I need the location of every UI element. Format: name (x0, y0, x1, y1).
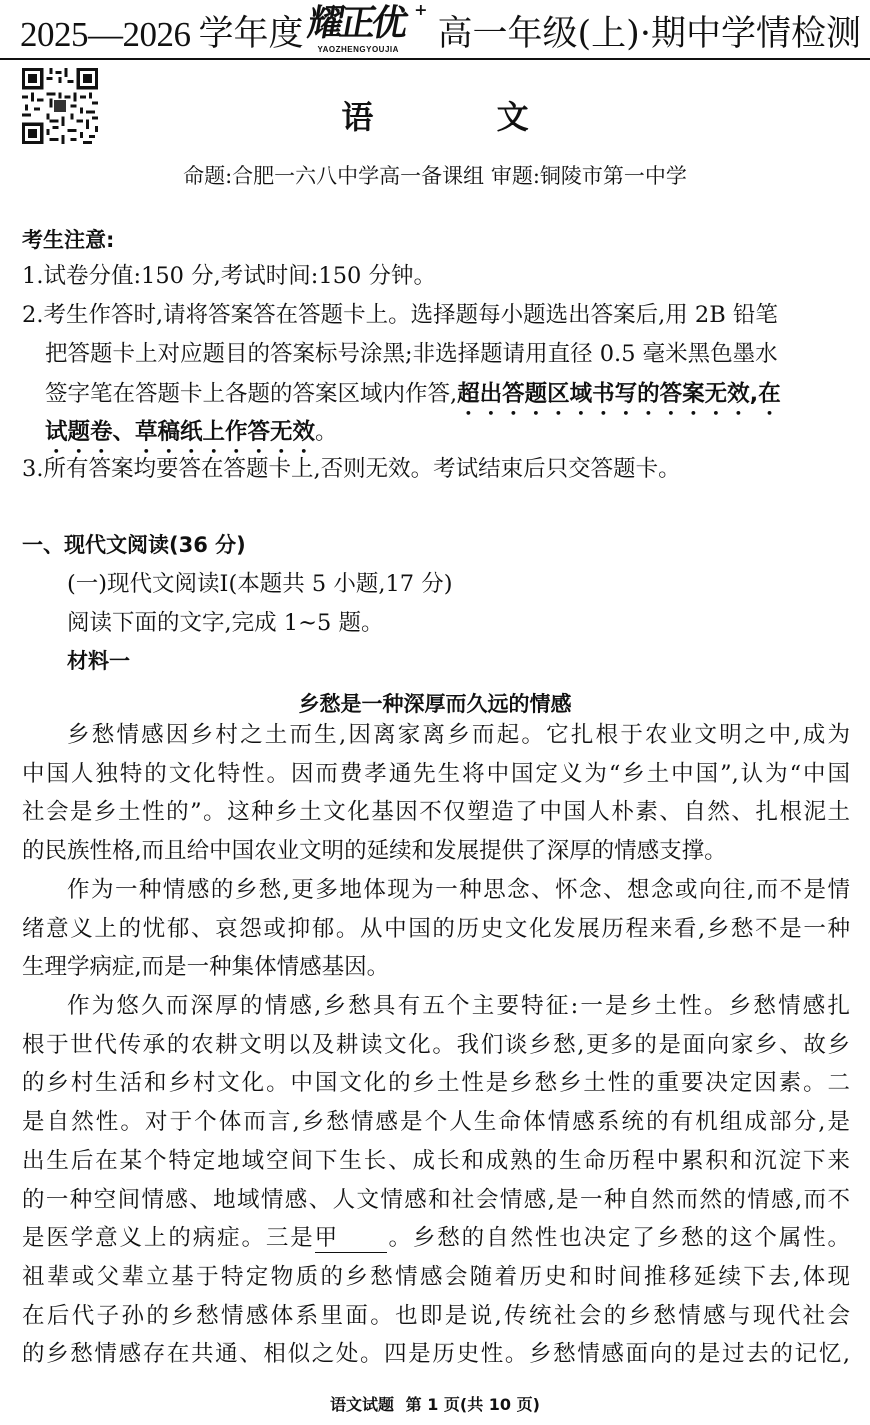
text-line: 生理学病症,而是一种集体情感基因。 (22, 954, 390, 981)
notice-emphasis-text: 试题卷、草稿纸上作答无效 (45, 419, 316, 445)
school-year: 2025—2026 (20, 15, 191, 54)
text-line: 的民族性格,而且给中国农业文明的延续和发展提供了深厚的情感支撑。 (22, 838, 727, 865)
article-paragraph (22, 871, 850, 987)
text-segment: 。乡愁的自然性也决定了乡愁的这个属性。 (386, 1225, 850, 1252)
text-line: 的乡愁情感存在共通、相似之处。四是历史性。乡愁情感面向的是过去的记忆, (22, 1341, 850, 1368)
article-title: 乡愁是一种深厚而久远的情感 (298, 692, 572, 716)
notice-plain-text: 。 (315, 419, 338, 445)
material-label: 材料一 (67, 649, 130, 673)
subsection-title: (一)现代文阅读Ⅰ(本题共 5 小题,17 分) (67, 571, 453, 597)
exam-header (0, 2, 870, 52)
exam-name: 高一年级(上)·期中学情检测 (437, 14, 861, 54)
text-line: 根于世代传承的农耕文明以及耕读文化。我们谈乡愁,更多的是面向家乡、故乡 (22, 1031, 850, 1058)
brand-logo-plus: + (414, 0, 428, 19)
text-line: 祖辈或父辈立基于特定物质的乡愁情感会随着历史和时间推移延续下去,体现 (22, 1263, 850, 1290)
footer-subject: 语文试题 (330, 1395, 395, 1414)
reading-instruction: 阅读下面的文字,完成 1~5 题。 (67, 610, 384, 636)
exam-credits: 命题:合肥一六八中学高一备课组 审题:铜陵市第一中学 (183, 164, 687, 188)
text-line: 的一种空间情感、地域情感、人文情感和社会情感,是一种自然而然的情感,而不 (22, 1186, 850, 1213)
text-line: 中国人独特的文化特性。因而费孝通先生将中国定义为“乡土中国”,认为“中国 (22, 760, 850, 787)
notice-emphasis-text: 超出答题区域书写的答案无效,在 (457, 381, 781, 407)
notice-item-2-cont: 把答题卡上对应题目的答案标号涂黑;非选择题请用直径 0.5 毫米黑色墨水 (45, 341, 778, 367)
notice-item-2-cont (45, 381, 781, 420)
section-title: 一、现代文阅读(36 分) (22, 533, 246, 557)
text-line: 社会是乡土性的”。这种乡土文化基因不仅塑造了中国人朴素、自然、扎根泥土 (22, 799, 850, 826)
text-line: 作为悠久而深厚的情感,乡愁具有五个主要特征:一是乡土性。乡愁情感扎 (67, 993, 850, 1019)
text-line: 的乡村生活和乡村文化。中国文化的乡土性是乡愁乡土性的重要决定因素。二 (22, 1070, 850, 1097)
text-line: 出生后在某个特定地域空间下生长、成长和成熟的生命历程中累积和沉淀下来 (22, 1147, 850, 1174)
text-line: 在后代子孙的乡愁情感体系里面。也即是说,传统社会的乡愁情感与现代社会 (22, 1302, 850, 1329)
fill-in-blank[interactable]: 甲 (315, 1224, 387, 1253)
text-segment: 是医学意义上的病症。三是 (22, 1225, 315, 1252)
article-paragraph (22, 987, 850, 1374)
text-line: 乡愁情感因乡村之土而生,因离家离乡而起。它扎根于农业文明之中,成为 (67, 722, 850, 748)
notice-item-1: 1.试卷分值:150 分,考试时间:150 分钟。 (22, 263, 436, 289)
notice-item-2: 2.考生作答时,请将答案答在答题卡上。选择题每小题选出答案后,用 2B 铅笔 (22, 302, 778, 328)
text-line: 作为一种情感的乡愁,更多地体现为一种思念、怀念、想念或向往,而不是情 (67, 877, 850, 903)
brand-logo-mark: 耀正优 (303, 3, 408, 44)
header-divider (0, 58, 870, 60)
brand-logo-subtext: YAOZHENGYOUJIA (317, 45, 399, 54)
notice-item-3: 3.所有答案均要答在答题卡上,否则无效。考试结束后只交答题卡。 (22, 456, 681, 482)
text-line: 是自然性。对于个体而言,乡愁情感是个人生命体情感系统的有机组成部分,是 (22, 1109, 850, 1136)
notice-item-2-cont (45, 419, 338, 458)
text-line-with-blank (22, 1219, 850, 1258)
subject-title: 语 文 (341, 98, 585, 136)
text-line: 绪意义上的忧郁、哀怨或抑郁。从中国的历史文化发展历程来看,乡愁不是一种 (22, 915, 850, 942)
page-footer (0, 1392, 870, 1415)
notice-plain-text: 签字笔在答题卡上各题的答案区域内作答, (45, 381, 458, 407)
notice-title: 考生注意: (22, 228, 115, 252)
brand-logo (303, 0, 428, 54)
article-paragraph (22, 716, 850, 871)
footer-page-number: 第 1 页(共 10 页) (405, 1395, 540, 1414)
school-year-suffix: 学年度 (198, 14, 304, 54)
